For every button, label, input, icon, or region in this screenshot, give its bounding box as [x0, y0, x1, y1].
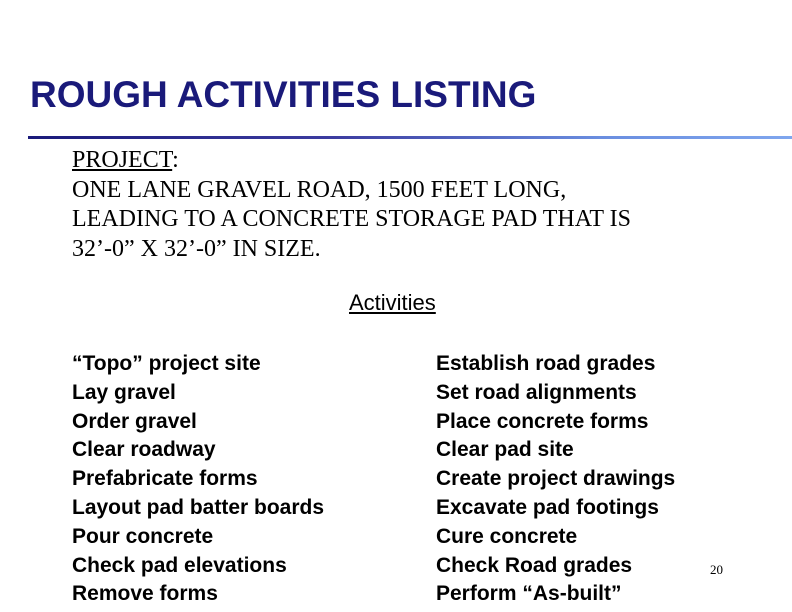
project-line: ONE LANE GRAVEL ROAD, 1500 FEET LONG, [72, 176, 567, 203]
project-label-line [72, 146, 631, 176]
page-number: 20 [710, 562, 723, 577]
activity-item: Order gravel [72, 409, 197, 433]
activity-item: Lay gravel [72, 380, 176, 404]
activity-item: Pour concrete [72, 524, 214, 548]
activity-item: Create project drawings [436, 467, 676, 491]
right-activity-list [436, 350, 675, 609]
activity-item: Check pad elevations [72, 553, 287, 577]
activity-item: Cure concrete [436, 524, 578, 548]
activity-item: Layout pad batter boards [72, 495, 325, 519]
activity-item: Remove forms [72, 582, 218, 606]
activity-item: Perform “As-built” [436, 582, 622, 606]
activity-item: Clear pad site [436, 438, 574, 462]
project-line: 32’-0” X 32’-0” IN SIZE. [72, 235, 321, 262]
activity-item: Prefabricate forms [72, 467, 258, 491]
project-line: LEADING TO A CONCRETE STORAGE PAD THAT IS [72, 206, 631, 232]
left-activity-list [72, 350, 324, 609]
title-divider [28, 136, 792, 139]
activity-item: Set road alignments [436, 380, 637, 404]
project-description [72, 146, 631, 264]
slide-title: ROUGH ACTIVITIES LISTING [30, 74, 537, 115]
activity-item: Establish road grades [436, 352, 656, 375]
activity-item: Excavate pad footings [436, 495, 659, 519]
activity-item: Clear roadway [72, 438, 216, 462]
activity-item: Place concrete forms [436, 409, 649, 433]
activities-heading: Activities [349, 290, 436, 315]
activity-item: “Topo” project site [72, 352, 261, 375]
project-label-colon: : [172, 147, 179, 173]
project-label: PROJECT [72, 147, 173, 173]
activity-item: Check Road grades [436, 553, 633, 577]
